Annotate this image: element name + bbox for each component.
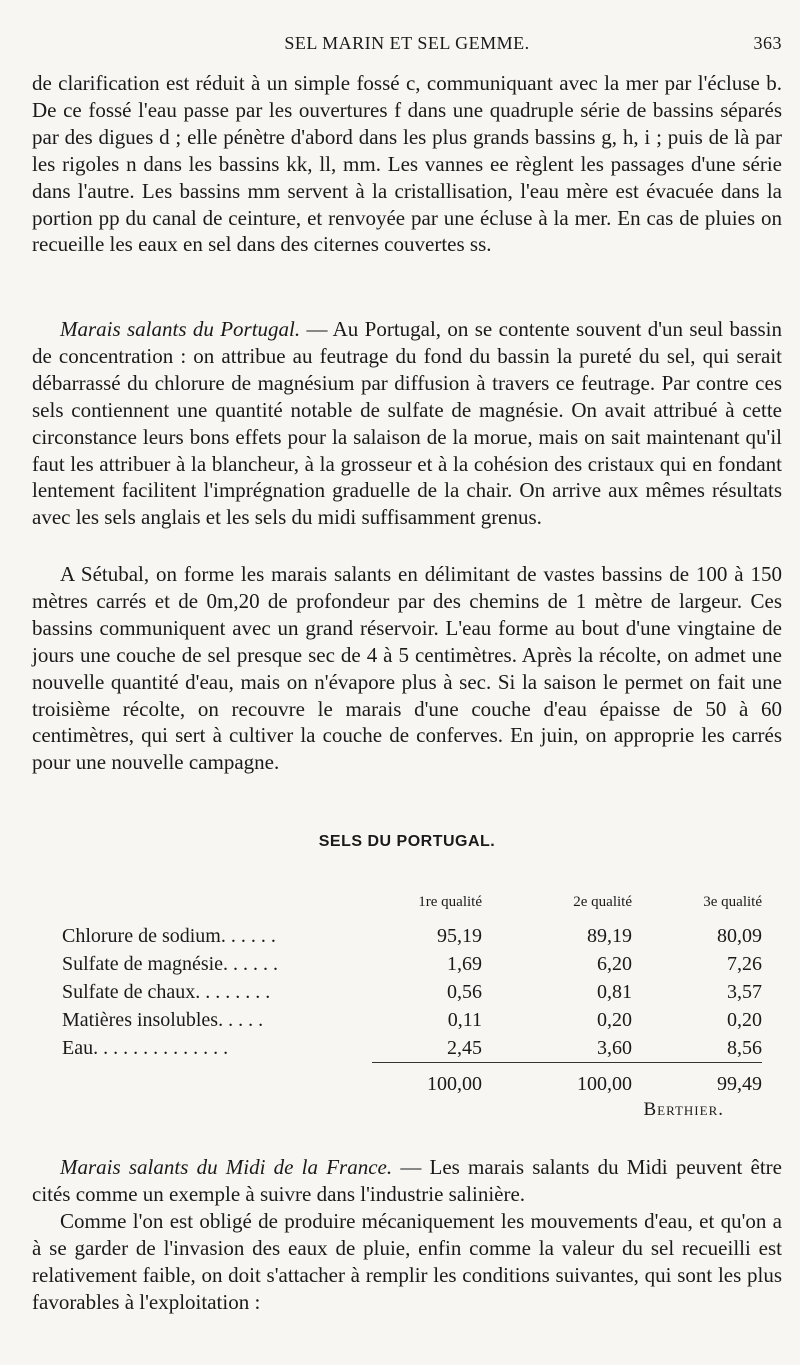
total-value: 100,00	[577, 1072, 632, 1095]
table-row	[62, 950, 762, 978]
paragraph-setubal	[32, 561, 782, 776]
cell-value: 0,20	[597, 1008, 632, 1031]
table-row	[62, 1006, 762, 1034]
paragraph-portugal-text: — Au Portugal, on se contente souvent d'un seul bassin de concentration : on attribue au feutrage du fond du bassin la pureté du sel, qui serait débarrassé du chlorure de magnésium par diffusion à travers ce feutrage. Par contre ces sels contiennent une quantité notable de sulfate de magnésie. On avait attribué à cette circonstance leurs bons effets pour la salaison de la morue, mais on sait maintenant qu'il faut les attribuer à la blancheur, à la grosseur et à la cohésion des cristaux qui en fondant lentement facilitent l'imprégnation graduelle de la chair. On arrive aux mêmes résultats avec les sels anglais et les sels du midi suffisamment grenus.	[32, 317, 782, 530]
cell-value: 95,19	[437, 924, 482, 947]
paragraph-midi	[32, 1154, 782, 1208]
table-row	[62, 1034, 762, 1063]
paragraph-clarification: de clarification est réduit à un simple fossé c, communiquant avec la mer par l'écluse b. De ce fossé l'eau passe par les ouvertures f dans une quadruple série de bassins séparés par des digues d ; elle pénètre d'abord dans les plus grands bassins g, h, i ; puis de là par les rigoles n dans les bassins kk, ll, mm. Les vannes ee règlent les passages d'une série dans l'autre. Les bassins mm servent à la cristallisation, l'eau mère est évacuée dans la portion pp du canal de ceinture, et renvoyée par une écluse à la mer. En cas de pluies on recueille les eaux en sel dans des citernes couvertes ss.	[32, 71, 782, 257]
cell-value: 3,57	[727, 980, 762, 1003]
table-row	[62, 978, 762, 1006]
cell-value: 7,26	[727, 952, 762, 975]
cell-value: 0,81	[597, 980, 632, 1003]
total-value: 99,49	[717, 1072, 762, 1095]
cell-value: 1,69	[447, 952, 482, 975]
cell-value: 0,11	[447, 1008, 482, 1031]
running-head	[32, 33, 782, 63]
total-spacer	[62, 1063, 372, 1100]
header-spacer	[62, 888, 372, 922]
running-title: SEL MARIN ET SEL GEMME.	[284, 33, 530, 53]
page-number: 363	[753, 33, 782, 53]
cell-value: 8,56	[632, 1034, 762, 1063]
paragraph-conditions-text: Comme l'on est obligé de produire mécaniquement les mouvements d'eau, et qu'on a à se garder de l'invasion des eaux de pluie, enfin comme la valeur du sel recueilli est relativement faible, on doit s'attacher à remplir les conditions suivantes, qui sont les plus favorables à l'exploitation :	[32, 1209, 782, 1314]
paragraph-setubal-text: A Sétubal, on forme les marais salants en délimitant de vastes bassins de 100 à 150 mètres carrés et de 0m,20 de profondeur par des chemins de 1 mètre de largeur. Ces bassins communiquent avec un grand réservoir. L'eau forme au bout d'une vingtaine de jours une couche de sel presque sec de 4 à 5 centimètres. Après la récolte, on admet une nouvelle quantité d'eau, mais on n'évapore plus à sec. Si la saison le permet on fait une troisième récolte, on recouvre le marais d'une couche d'eau épaisse de 50 à 60 centimètres, qui sert à cultiver la couche de conferves. En juin, on approprie les carrés pour une nouvelle campagne.	[32, 562, 782, 775]
row-label: Eau. . . . . . . . . . . . . .	[62, 1036, 229, 1059]
table-title: SELS DU PORTUGAL.	[318, 833, 496, 850]
cell-value: 3,60	[482, 1034, 632, 1063]
section-heading-midi: Marais salants du Midi de la France.	[60, 1155, 393, 1179]
cell-value: 2,45	[372, 1034, 482, 1063]
cell-value: 6,20	[597, 952, 632, 975]
cell-value: 0,56	[447, 980, 482, 1003]
cell-value: 0,20	[727, 1008, 762, 1031]
paragraph-conditions	[32, 1208, 782, 1316]
paragraph-midi-text: — Les marais salants du Midi peuvent être cités comme un exemple à suivre dans l'industrie salinière.	[32, 1155, 782, 1206]
composition-table	[62, 888, 762, 1099]
row-label: Chlorure de sodium. . . . . .	[62, 924, 276, 947]
table-credit: Berthier.	[643, 1099, 724, 1120]
total-value: 100,00	[427, 1072, 482, 1095]
cell-value: 80,09	[717, 924, 762, 947]
paragraph-portugal	[32, 316, 782, 531]
row-label: Matières insolubles. . . . .	[62, 1008, 264, 1031]
section-heading-portugal: Marais salants du Portugal.	[60, 317, 301, 341]
column-header: 2e qualité	[573, 893, 632, 910]
table-row	[62, 922, 762, 950]
table-header-row	[62, 888, 762, 922]
column-header: 3e qualité	[703, 893, 762, 910]
row-label: Sulfate de chaux. . . . . . . .	[62, 980, 271, 1003]
column-header: 1re qualité	[418, 893, 482, 910]
cell-value: 89,19	[587, 924, 632, 947]
row-label: Sulfate de magnésie. . . . . .	[62, 952, 279, 975]
table-total-row	[62, 1063, 762, 1100]
